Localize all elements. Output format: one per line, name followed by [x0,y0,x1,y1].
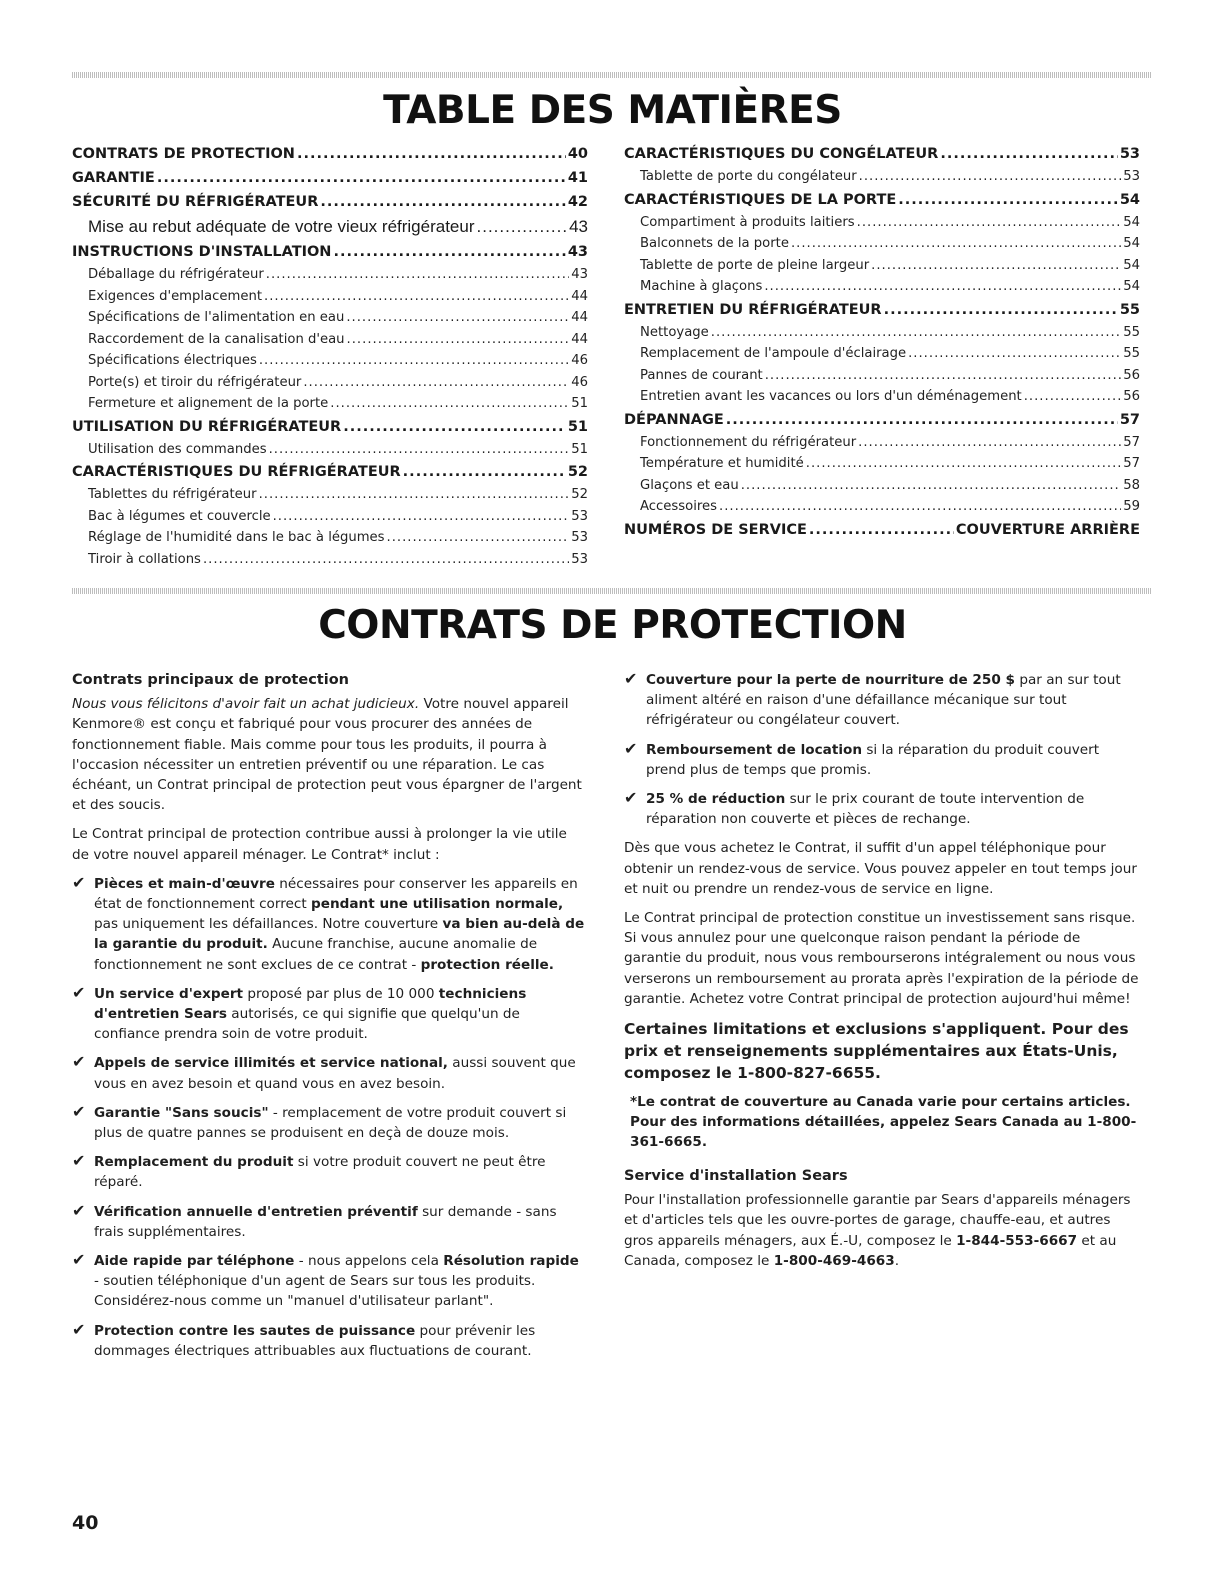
toc-subentry [624,255,1140,277]
benefit-item [72,1202,588,1242]
toc-entry-title: INSTRUCTIONS D'INSTALLATION [72,244,332,260]
benefit-text: Un service d'expert proposé par plus de 10 000 techniciens d'entretien Sears autorisés, ce qui signifie que quelqu'un de confiance prendra soin de votre produit. [94,985,527,1043]
toc-page-number: 51 [571,441,588,457]
toc-leader-dots [791,233,1121,255]
toc-entry-title: Mise au rebut adéquate de votre vieux réfrigérateur [88,217,475,236]
checkmark-icon: ✔ [624,738,638,758]
checkmark-icon: ✔ [72,872,86,892]
benefit-text: Garantie "Sans soucis" - remplacement de votre produit couvert si plus de quatre pannes se produisent en deçà de douze mois. [94,1104,567,1142]
toc-leader-dots [884,298,1118,322]
benefit-item [72,1251,588,1312]
toc-page-number: 55 [1123,324,1140,340]
checkmark-icon: ✔ [624,788,638,808]
toc-entry-title: Tablette de porte de pleine largeur [640,257,870,273]
toc-subentry [72,329,588,351]
toc-entry-title: Balconnets de la porte [640,236,789,251]
toc-leader-dots [403,460,566,484]
install-service-paragraph: Pour l'installation professionnelle garantie par Sears d'appareils ménagers et d'articles tels que les ouvre-portes de garage, chauffe-eau, et autres gros appareils ménagers, aux É.-U, composez le 1-844-553-6667 et au Canada, composez le 1-800-469-4663. [624,1192,1131,1269]
toc-entry-title: SÉCURITÉ DU RÉFRIGÉRATEUR [72,194,319,210]
toc-leader-dots [477,214,568,240]
toc-leader-dots [741,475,1121,497]
toc-subentry [72,264,588,286]
toc-entry-title: Entretien avant les vacances ou lors d'un déménagement [640,389,1022,404]
toc-entry-title: Compartiment à produits laitiers [640,214,855,230]
toc-page-number: 43 [567,244,588,260]
toc-leader-dots [264,286,569,308]
toc-page-number: 54 [1123,279,1140,294]
benefit-text: 25 % de réduction sur le prix courant de toute intervention de réparation non couverte et pièces de rechange. [646,791,1085,828]
checkmark-icon: ✔ [72,1151,86,1171]
toc-page-number: 58 [1123,477,1140,493]
benefit-text: Vérification annuelle d'entretien préventif sur demande - sans frais supplémentaires. [94,1203,557,1240]
toc-subentry [72,484,588,506]
toc-entry-title: Exigences d'emplacement [88,288,262,304]
toc-subentry [72,549,588,571]
toc-leader-dots [297,142,566,166]
toc-section-entry [624,298,1140,322]
install-service-heading: Service d'installation Sears [624,1168,848,1185]
toc-section-entry [72,460,588,484]
toc-entry-title: Glaçons et eau [640,477,739,493]
toc-subentry [72,350,588,372]
toc-entry-title: Spécifications de l'alimentation en eau [88,310,345,325]
toc-page-number: 57 [1123,434,1140,450]
toc-entry-title: ENTRETIEN DU RÉFRIGÉRATEUR [624,301,882,318]
checkmark-icon: ✔ [72,1200,86,1220]
toc-section-entry [624,408,1140,432]
toc-page-number: 56 [1123,367,1140,383]
toc-section-entry [72,190,588,214]
toc-leader-dots [320,190,565,214]
risk-free-paragraph: Le Contrat principal de protection constitue un investissement sans risque. Si vous annulez pour une quelconque raison pendant la période de garantie du produit, nous vous rembourserons intégralement ou nous vous verserons un remboursement au prorata après l'expiration de la période de garantie. Achetez votre Contrat principal de protection aujourd'hui même! [624,910,1139,1007]
toc-leader-dots [347,329,570,351]
benefit-item [72,1152,588,1192]
toc-page-number: 44 [571,310,588,325]
toc-leader-dots [898,188,1118,212]
toc-subentry [624,322,1140,344]
intro-rest: Votre nouvel appareil Kenmore® est conçu et fabriqué pour vous procurer des années de fonctionnement fiable. Mais comme pour tous les produits, il pourra à l'occasion nécessiter un entretien préventif ou une réparation. Le cas échéant, un Contrat principal de protection peut vous épargner de l'argent et des soucis. [72,696,582,814]
toc-page-number: 54 [1119,191,1140,208]
toc-subentry [624,496,1140,518]
benefits-list-left [72,874,588,1361]
toc-leader-dots [871,255,1121,277]
benefit-item [72,1321,588,1361]
benefit-text: Couverture pour la perte de nourriture de 250 $ par an sur tout aliment altéré en raison d'une défaillance mécanique sur tout réfrigérateur ou congélateur couvert. [646,672,1121,729]
toc-page-number: 44 [571,331,588,347]
toc-entry-title: DÉPANNAGE [624,411,724,428]
toc-entry-title: Bac à légumes et couvercle [88,508,271,524]
contracts-title: CONTRATS DE PROTECTION [318,603,907,648]
toc-entry-title: CARACTÉRISTIQUES DE LA PORTE [624,191,897,208]
toc-page-number: 55 [1123,346,1140,361]
toc-entry-title: Nettoyage [640,324,709,340]
toc-leader-dots [764,276,1121,298]
toc-section-entry [72,240,588,264]
toc-subentry [72,307,588,329]
benefit-text: Protection contre les sautes de puissance pour prévenir les dommages électriques attribuables aux fluctuations de courant. [94,1322,536,1359]
page-number: 40 [72,1512,99,1534]
toc-subentry [624,233,1140,255]
toc-page-number: 52 [567,464,588,480]
toc-entry-title: Fermeture et alignement de la porte [88,396,329,411]
toc-page-number: 46 [571,374,588,390]
toc-leader-dots [765,365,1122,387]
toc-subentry [624,276,1140,298]
checkmark-icon: ✔ [72,1319,86,1339]
checkmark-icon: ✔ [72,1101,86,1121]
toc-subentry [72,286,588,308]
toc-title: TABLE DES MATIÈRES [383,88,842,133]
toc-subentry [624,453,1140,475]
contract-includes-paragraph: Le Contrat principal de protection contribue aussi à prolonger la vie utile de votre nouvel appareil ménager. Le Contrat* inclut : [72,826,567,863]
toc-page-number: 43 [571,267,588,282]
toc-page-number: 55 [1119,301,1140,318]
checkmark-icon: ✔ [624,669,638,688]
toc-leader-dots [726,408,1118,432]
toc-entry-title: NUMÉROS DE SERVICE [624,521,807,538]
toc-page-number: 53 [1123,169,1140,184]
toc-subentry [72,527,588,549]
toc-leader-dots [157,166,566,190]
benefit-item [624,789,1140,829]
toc-page-number: 53 [571,508,588,524]
toc-entry-title: Accessoires [640,499,717,514]
toc-leader-dots [330,393,569,415]
toc-entry-title: Tablette de porte du congélateur [640,169,857,184]
benefits-list-right [624,670,1140,829]
toc-leader-dots [259,350,569,372]
toc-subentry [624,212,1140,234]
toc-page-number: 46 [571,353,588,368]
toc-entry-title: Déballage du réfrigérateur [88,267,264,282]
top-rule [72,72,1152,78]
toc-page-number: 57 [1119,411,1140,428]
toc-subentry [624,432,1140,454]
toc-entry-title: Tablettes du réfrigérateur [88,487,257,502]
toc-page-number: 54 [1123,236,1140,251]
toc-entry-title: Raccordement de la canalisation d'eau [88,331,345,347]
toc-page-number: 40 [567,146,588,162]
toc-subentry [72,393,588,415]
checkmark-icon: ✔ [72,982,86,1002]
toc-leader-dots [203,549,569,571]
benefit-item [72,1103,588,1143]
toc-entry-title: Pannes de courant [640,367,763,383]
toc-page-number: 57 [1123,456,1140,471]
toc-leader-dots [858,432,1121,454]
checkmark-icon: ✔ [72,1052,86,1072]
toc-leader-dots [940,142,1117,166]
toc-left-column [72,142,588,570]
benefit-item [624,740,1140,780]
toc-entry-title: Température et humidité [640,456,804,471]
benefit-item [624,670,1140,731]
toc-entry-title: GARANTIE [72,170,155,186]
toc-leader-dots [859,166,1122,188]
toc-leader-dots [333,240,565,264]
toc-subentry [624,365,1140,387]
toc-subentry [72,506,588,528]
benefit-item [72,984,588,1045]
toc-entry-title: CONTRATS DE PROTECTION [72,146,295,162]
intro-paragraph [72,694,588,815]
toc-page-number: COUVERTURE ARRIÈRE [955,521,1140,538]
toc-entry-title: Spécifications électriques [88,353,257,368]
service-call-paragraph: Dès que vous achetez le Contrat, il suffit d'un appel téléphonique pour obtenir un rendez-vous de service. Vous pouvez appeler en tout temps jour et nuit ou prendre un rendez-vous de service en ligne. [624,840,1137,897]
toc-leader-dots [387,527,570,549]
benefit-text: Appels de service illimités et service national, aussi souvent que vous en avez besoin et quand vous en avez besoin. [94,1055,576,1092]
benefit-item [72,874,588,975]
toc-page-number: 53 [571,530,588,545]
contracts-right-column [624,670,1140,1280]
toc-leader-dots [343,415,566,439]
toc-leader-dots [346,307,569,329]
toc-leader-dots [809,518,954,542]
toc-page-number: 43 [569,217,588,236]
benefit-text: Remplacement du produit si votre produit couvert ne peut être réparé. [94,1154,546,1191]
middle-rule [72,588,1152,594]
toc-entry-title: CARACTÉRISTIQUES DU CONGÉLATEUR [624,146,939,162]
toc-page-number: 52 [571,487,588,502]
toc-entry-title: Tiroir à collations [88,551,201,567]
toc-page-number: 59 [1123,499,1140,514]
toc-leader-dots [719,496,1121,518]
toc-leader-dots [857,212,1122,234]
toc-page-number: 51 [567,418,588,435]
toc-subentry [624,386,1140,408]
benefit-text: Aide rapide par téléphone - nous appelons cela Résolution rapide - soutien téléphonique d'un agent de Sears sur tous les produits. Considérez-nous comme un "manuel d'utilisateur parlant". [94,1253,579,1310]
toc-entry-title: Porte(s) et tiroir du réfrigérateur [88,374,302,390]
toc-right-column [624,142,1140,542]
toc-leader-dots [266,264,569,286]
toc-page-number: 42 [567,194,588,210]
toc-subentry [72,439,588,461]
benefit-text: Pièces et main-d'œuvre nécessaires pour conserver les appareils en état de fonctionnement correct pendant une utilisation normale, pas uniquement les défaillances. Notre couverture va bien au-delà de la garantie du produit. Aucune franchise, aucune anomalie de fonctionnement ne sont exclues de ce contrat - protection réelle. [94,875,585,973]
us-phone-number: 1-844-553-6667 [956,1232,1078,1249]
toc-leader-dots [273,506,570,528]
toc-page-number: 51 [571,396,588,411]
toc-leader-dots [806,453,1121,475]
toc-page-number: 41 [567,170,588,186]
checkmark-icon: ✔ [72,1250,86,1270]
toc-page-number: 54 [1123,214,1140,230]
limitations-notice: Certaines limitations et exclusions s'appliquent. Pour des prix et renseignements supplémentaires aux États-Unis, composez le 1-800-827-6655. [624,1020,1129,1083]
toc-leader-dots [711,322,1121,344]
toc-leader-dots [1024,386,1121,408]
toc-entry-title: CARACTÉRISTIQUES DU RÉFRIGÉRATEUR [72,464,401,480]
toc-leader-dots [259,484,570,506]
benefit-item [72,1053,588,1093]
toc-subentry [624,343,1140,365]
toc-entry-title: UTILISATION DU RÉFRIGÉRATEUR [72,418,342,435]
toc-section-entry [72,166,588,190]
toc-subentry [624,166,1140,188]
toc-page-number: 44 [571,288,588,304]
toc-page-number: 53 [571,551,588,567]
canada-phone-number: 1-800-469-4663 [773,1252,895,1269]
toc-section-entry [624,518,1140,542]
toc-section-entry [624,142,1140,166]
toc-subentry [72,372,588,394]
toc-entry-title: Utilisation des commandes [88,441,267,457]
toc-leader-dots [908,343,1121,365]
toc-leader-dots [303,372,569,394]
toc-subentry [72,214,588,240]
main-contracts-heading: Contrats principaux de protection [72,672,349,688]
contracts-left-column [72,670,588,1370]
toc-entry-title: Réglage de l'humidité dans le bac à légumes [88,530,385,545]
toc-section-entry [624,188,1140,212]
canada-note: *Le contrat de couverture au Canada varie pour certains articles. Pour des informations détaillées, appelez Sears Canada au 1-800-361-6665. [630,1094,1137,1151]
toc-entry-title: Remplacement de l'ampoule d'éclairage [640,346,907,361]
toc-leader-dots [269,439,570,461]
toc-page-number: 56 [1123,389,1140,404]
benefit-text: Remboursement de location si la réparation du produit couvert prend plus de temps que promis. [646,741,1100,778]
toc-entry-title: Machine à glaçons [640,279,763,294]
toc-section-entry [72,415,588,439]
toc-subentry [624,475,1140,497]
toc-page-number: 54 [1123,257,1140,273]
toc-section-entry [72,142,588,166]
toc-entry-title: Fonctionnement du réfrigérateur [640,434,857,450]
intro-italic: Nous vous félicitons d'avoir fait un achat judicieux. [72,696,420,713]
toc-page-number: 53 [1119,146,1140,162]
